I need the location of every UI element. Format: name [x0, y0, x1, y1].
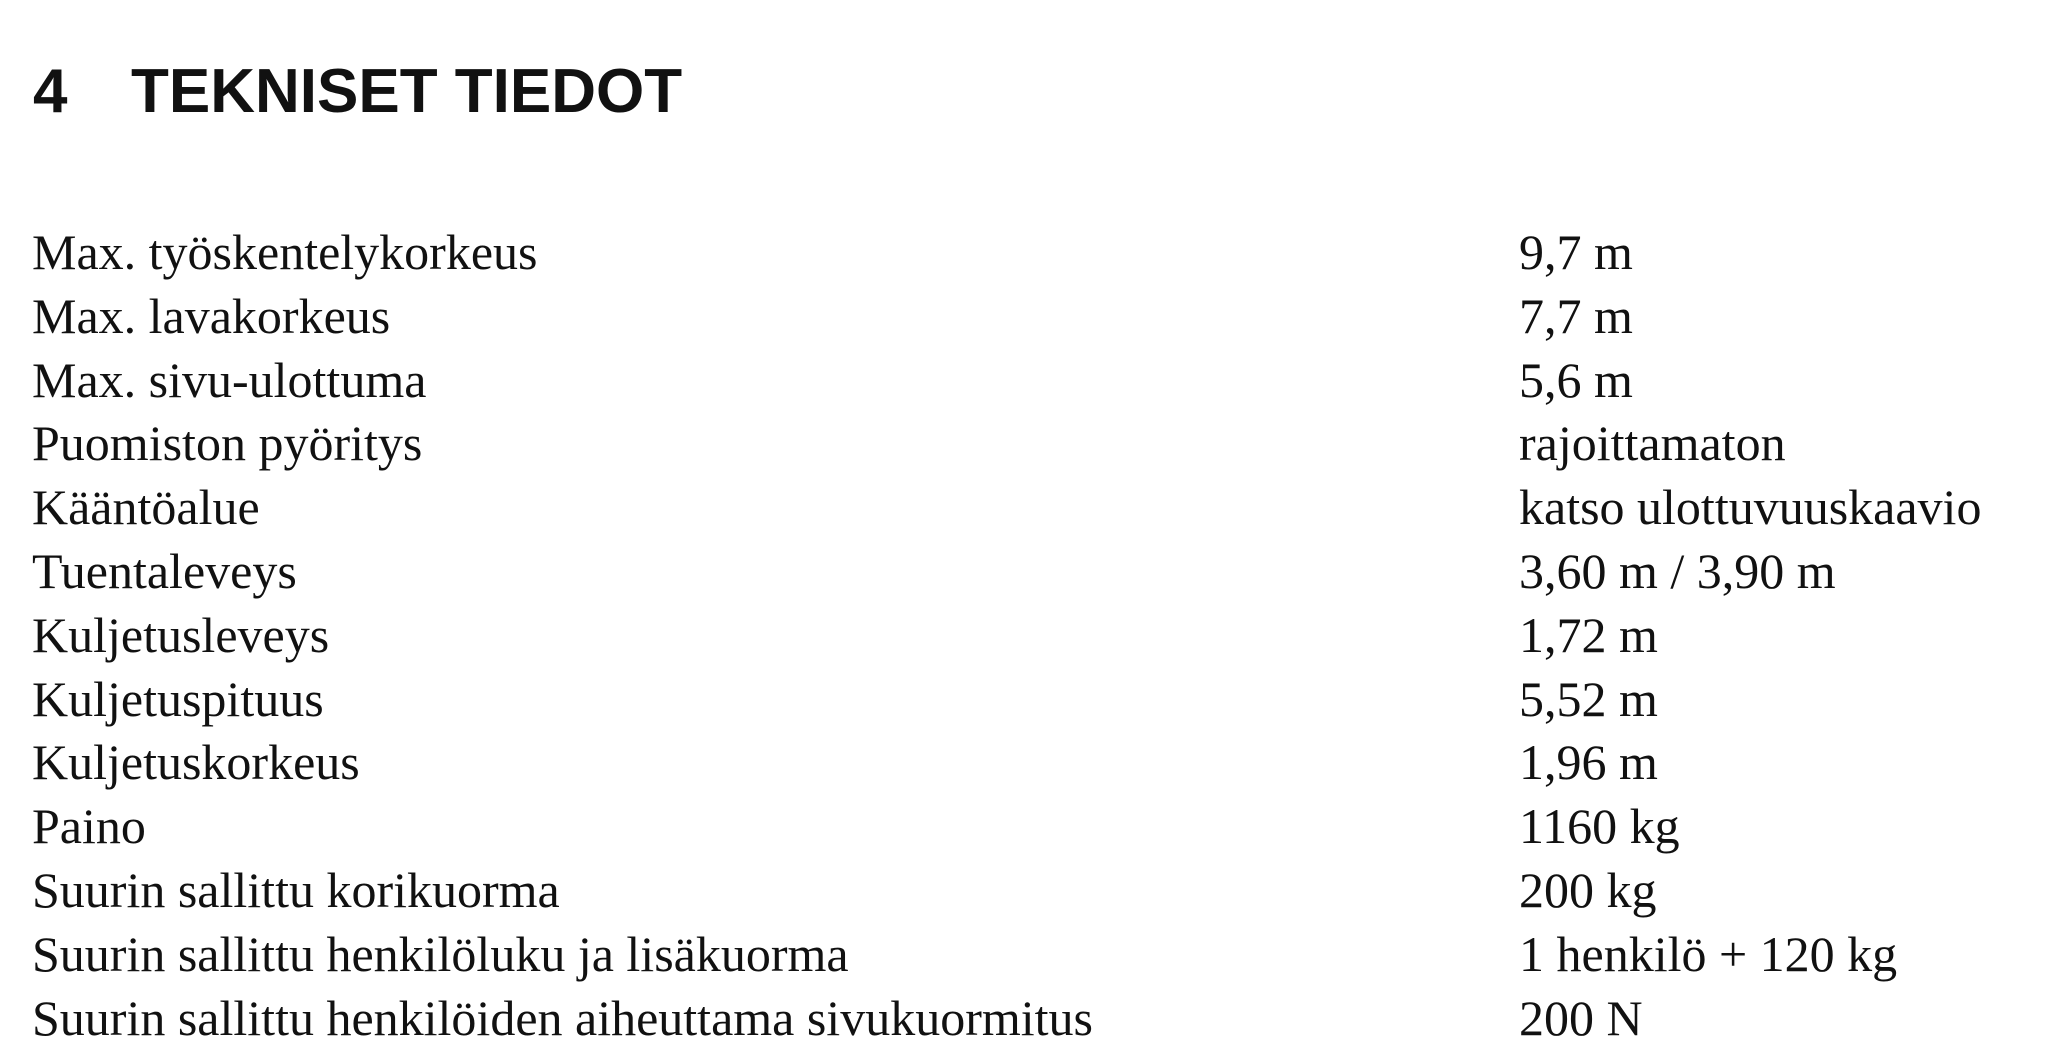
spec-row-transport-width	[32, 604, 2042, 668]
spec-row-max-persons-and-load	[32, 923, 2042, 987]
spec-row-weight	[32, 795, 2042, 859]
spec-label: Kuljetuspituus	[32, 670, 324, 727]
spec-row-outrigger-width	[32, 540, 2042, 604]
spec-label: Max. lavakorkeus	[32, 287, 391, 344]
spec-row-transport-length	[32, 668, 2042, 732]
spec-label: Paino	[32, 798, 146, 855]
spec-row-turning-area	[32, 476, 2042, 540]
spec-value: 7,7 m	[1519, 287, 1633, 344]
section-title: TEKNISET TIEDOT	[131, 57, 683, 126]
spec-row-boom-rotation	[32, 412, 2042, 476]
spec-value: 1160 kg	[1519, 798, 1680, 855]
spec-value: 200 kg	[1519, 861, 1657, 918]
spec-value: rajoittamaton	[1519, 415, 1786, 472]
section-heading	[33, 52, 682, 132]
spec-label: Puomiston pyöritys	[32, 415, 423, 472]
spec-row-max-outreach	[32, 349, 2042, 413]
spec-row-max-working-height	[32, 221, 2042, 285]
spec-value: 9,7 m	[1519, 224, 1633, 280]
spec-label: Tuentaleveys	[32, 542, 297, 599]
spec-value: 1,96 m	[1519, 734, 1658, 791]
spec-value: 1 henkilö + 120 kg	[1519, 925, 1898, 982]
spec-value: katso ulottuvuuskaavio	[1519, 479, 1982, 536]
spec-row-max-basket-load	[32, 859, 2042, 923]
spec-value: 1,72 m	[1519, 606, 1658, 663]
spec-value: 3,60 m / 3,90 m	[1519, 542, 1836, 599]
spec-row-max-platform-height	[32, 285, 2042, 349]
spec-label: Kuljetusleveys	[32, 606, 330, 663]
spec-row-transport-height	[32, 731, 2042, 795]
spec-label: Max. sivu-ulottuma	[32, 351, 427, 408]
spec-label: Suurin sallittu henkilöiden aiheuttama sivukuormitus	[32, 989, 1093, 1046]
spec-value: 5,52 m	[1519, 670, 1658, 727]
spec-label: Suurin sallittu korikuorma	[32, 861, 560, 918]
spec-value: 5,6 m	[1519, 351, 1633, 408]
spec-row-max-side-force	[32, 987, 2042, 1051]
spec-label: Kuljetuskorkeus	[32, 734, 360, 791]
spec-label: Max. työskentelykorkeus	[32, 224, 538, 280]
spec-label: Kääntöalue	[32, 479, 260, 536]
spec-table	[32, 221, 2042, 1050]
spec-label: Suurin sallittu henkilöluku ja lisäkuorma	[32, 925, 849, 982]
spec-value: 200 N	[1519, 989, 1643, 1046]
section-number: 4	[33, 57, 68, 126]
